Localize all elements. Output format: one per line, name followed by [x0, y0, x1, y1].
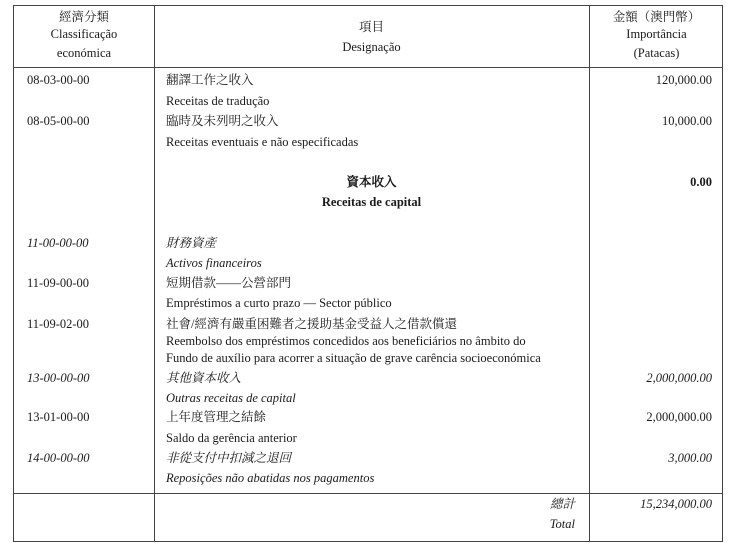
- row-pt: Saldo da gerência anterior: [166, 431, 297, 445]
- header-col3-pt2: (Patacas): [633, 46, 680, 60]
- row-code: 13-01-00-00: [27, 410, 90, 424]
- row-zh: 非從支付中扣減之退回: [166, 451, 292, 465]
- row-zh: 臨時及未列明之收入: [166, 114, 279, 128]
- row-pt: Receitas de tradução: [166, 94, 270, 108]
- row-zh: 短期借款——公營部門: [166, 276, 292, 290]
- row-zh: 上年度管理之結餘: [166, 410, 267, 424]
- header-col1-pt2: económica: [56, 46, 112, 60]
- row-amount: 3,000.00: [668, 451, 712, 465]
- row-code: 13-00-00-00: [27, 371, 90, 385]
- row-pt: Receitas eventuais e não especificadas: [166, 135, 359, 149]
- row-zh: 其他資本收入: [166, 371, 242, 385]
- total-amount: 15,234,000.00: [640, 497, 712, 511]
- row-pt: Outras receitas de capital: [166, 391, 296, 405]
- column-divider-2: [589, 6, 590, 541]
- header-col1-pt1: Classificação: [50, 27, 118, 41]
- row-pt: Empréstimos a curto prazo — Sector público: [166, 296, 392, 310]
- budget-table: [13, 5, 723, 542]
- row-pt-line1: Reembolso dos empréstimos concedidos aos beneficiários no âmbito do: [166, 334, 526, 348]
- row-pt: Activos financeiros: [166, 256, 262, 270]
- header-col3-zh: 金額（澳門幣）: [612, 10, 701, 24]
- section-title-pt: Receitas de capital: [321, 195, 422, 209]
- row-amount: 2,000,000.00: [646, 371, 712, 385]
- row-code: 11-00-00-00: [27, 236, 89, 250]
- section-title-zh: 資本收入: [346, 175, 397, 189]
- row-code: 11-09-02-00: [27, 317, 90, 331]
- row-amount: 120,000.00: [655, 73, 712, 87]
- row-code: 08-03-00-00: [27, 73, 90, 87]
- row-amount: 10,000.00: [662, 114, 712, 128]
- row-zh: 財務資產: [166, 236, 217, 250]
- row-code: 08-05-00-00: [27, 114, 90, 128]
- header-col1-zh: 經濟分類: [58, 10, 109, 24]
- row-code: 11-09-00-00: [27, 276, 90, 290]
- row-pt-line2: Fundo de auxílio para acorrer a situação de grave carência socioeconómica: [166, 351, 541, 365]
- total-label-zh: 總計: [549, 497, 575, 511]
- header-col3-pt1: Importância: [626, 27, 687, 41]
- row-pt: Reposições não abatidas nos pagamentos: [166, 471, 375, 485]
- total-rule: [14, 493, 722, 494]
- section-amount: 0.00: [690, 175, 712, 189]
- row-amount: 2,000,000.00: [646, 410, 712, 424]
- row-zh: 翻譯工作之收入: [166, 73, 254, 87]
- row-zh: 社會/經濟有嚴重困難者之援助基金受益人之借款償還: [166, 317, 457, 331]
- total-label-pt: Total: [549, 517, 575, 531]
- row-code: 14-00-00-00: [27, 451, 90, 465]
- header-col2-zh: 項目: [358, 20, 384, 34]
- header-col2-pt: Designação: [342, 40, 401, 54]
- header-rule: [14, 67, 722, 68]
- column-divider-1: [154, 6, 155, 541]
